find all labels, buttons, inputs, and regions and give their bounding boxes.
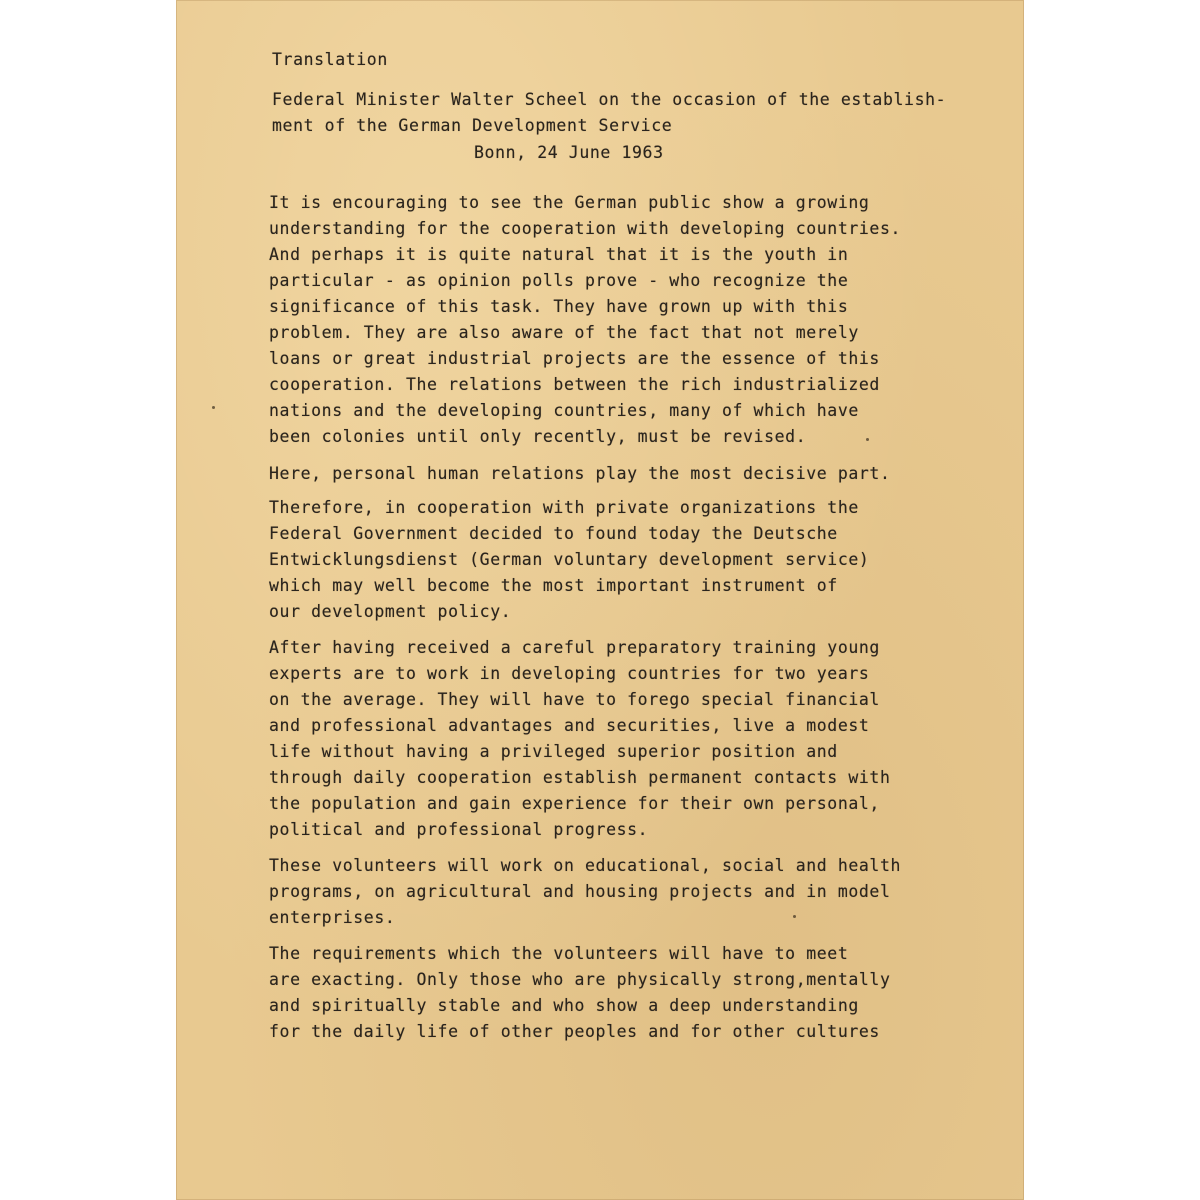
paragraph-5: [269, 853, 901, 931]
paragraph-4: [269, 635, 891, 843]
text-line: These volunteers will work on educational, social and health: [269, 856, 902, 875]
text-line: which may well become the most important instrument of: [269, 576, 838, 595]
typewritten-page: [176, 0, 1024, 1200]
paragraph-6: [269, 941, 891, 1045]
text-line: Here, personal human relations play the most decisive part.: [269, 464, 891, 483]
text-line: significance of this task. They have grown up with this: [269, 297, 849, 316]
text-line: enterprises.: [269, 908, 396, 927]
text-line: Therefore, in cooperation with private organizations the: [269, 498, 859, 517]
text-line: And perhaps it is quite natural that it is the youth in: [269, 245, 849, 264]
text-line: and professional advantages and securities, live a modest: [269, 716, 870, 735]
text-line: loans or great industrial projects are the essence of this: [269, 349, 880, 368]
text-line: are exacting. Only those who are physically strong,mentally: [269, 970, 891, 989]
text-line: programs, on agricultural and housing projects and in model: [269, 882, 891, 901]
text-line: particular - as opinion polls prove - who recognize the: [269, 271, 849, 290]
text-line: the population and gain experience for their own personal,: [269, 794, 880, 813]
text-line: experts are to work in developing countries for two years: [269, 664, 870, 683]
text-line: on the average. They will have to forego special financial: [269, 690, 880, 709]
paragraph-1: [269, 190, 901, 450]
text-line: political and professional progress.: [269, 820, 649, 839]
text-line: for the daily life of other peoples and for other cultures: [269, 1022, 880, 1041]
text-line: cooperation. The relations between the rich industrialized: [269, 375, 880, 394]
paragraph-2: [269, 461, 891, 487]
text-line: our development policy.: [269, 602, 512, 621]
text-line: It is encouraging to see the German public show a growing: [269, 193, 870, 212]
text-line: Entwicklungsdienst (German voluntary development service): [269, 550, 870, 569]
document-title-line-2: ment of the German Development Service: [272, 116, 673, 135]
text-line: After having received a careful preparatory training young: [269, 638, 880, 657]
text-line: life without having a privileged superior position and: [269, 742, 838, 761]
document-heading: Translation: [272, 50, 388, 69]
paper-speck: [212, 406, 215, 409]
text-line: Federal Government decided to found today the Deutsche: [269, 524, 838, 543]
text-line: through daily cooperation establish permanent contacts with: [269, 768, 891, 787]
paper-speck: [793, 915, 796, 918]
paper-speck: [866, 438, 869, 441]
paragraph-3: [269, 495, 869, 625]
text-line: been colonies until only recently, must be revised.: [269, 427, 807, 446]
dateline: Bonn, 24 June 1963: [474, 143, 664, 162]
text-line: problem. They are also aware of the fact that not merely: [269, 323, 859, 342]
text-line: and spiritually stable and who show a deep understanding: [269, 996, 859, 1015]
text-line: nations and the developing countries, many of which have: [269, 401, 859, 420]
text-line: The requirements which the volunteers will have to meet: [269, 944, 849, 963]
text-line: understanding for the cooperation with developing countries.: [269, 219, 902, 238]
document-title-line-1: Federal Minister Walter Scheel on the occasion of the establish-: [272, 90, 947, 109]
